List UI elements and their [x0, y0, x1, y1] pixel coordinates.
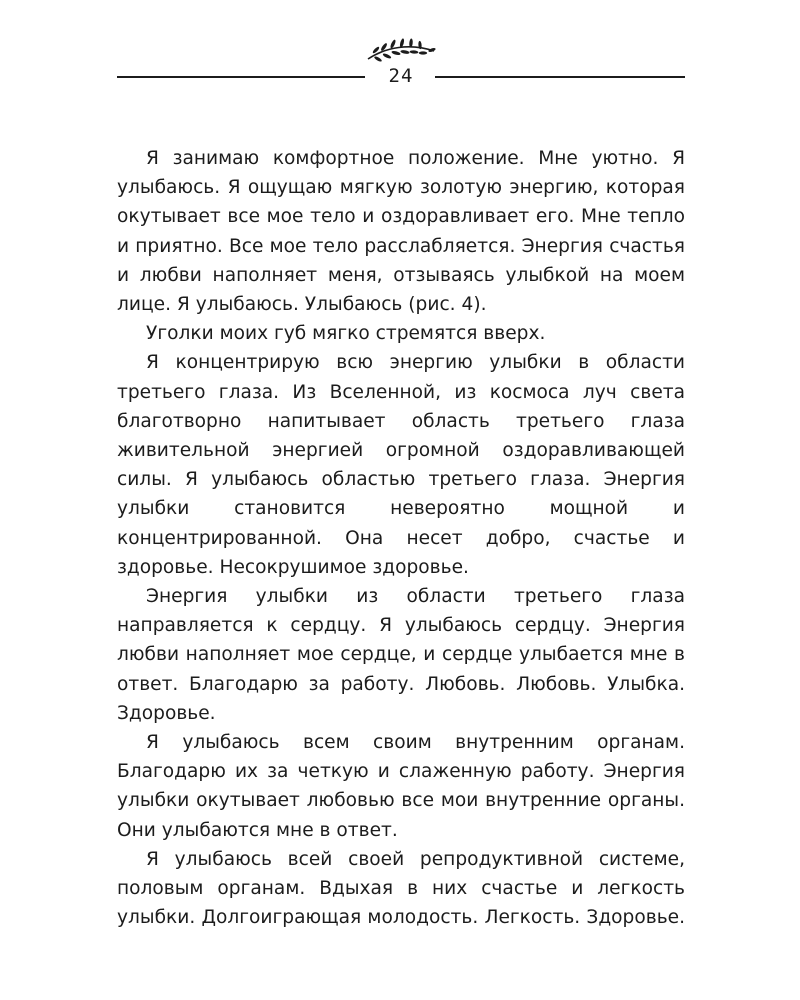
- paragraph: Я концентрирую всю энергию улыбки в области третьего глаза. Из Вселенной, из космоса луч света благотворно напитывает область третьего глаза живительной энергией огромной оздоравливающей силы. Я улыбаюсь областью третьего глаза. Энергия улыбки становится невероятно мощной и концентрированной. Она несет добро, счастье и здоровье. Несокрушимое здоровье.: [117, 352, 685, 578]
- paragraph: Я занимаю комфортное положение. Мне уютно. Я улыбаюсь. Я ощущаю мягкую золотую энергию, которая окутывает все мое тело и оздоравливает его. Мне тепло и приятно. Все мое тело расслабляется. Энергия счастья и любви наполняет меня, отзываясь улыбкой на моем лице. Я улыбаюсь. Улыбаюсь (рис. 4).: [117, 148, 685, 316]
- paragraph: Я улыбаюсь всем своим внутренним органам. Благодарю их за четкую и слаженную работу. Энергия улыбки окутывает любовью все мои внутренние органы. Они улыбаются мне в ответ.: [117, 732, 685, 841]
- leaf-sprig-icon: [364, 38, 438, 64]
- header-rule-left: [117, 76, 365, 78]
- body-text: [117, 144, 685, 932]
- paragraph: Энергия улыбки из области третьего глаза направляется к сердцу. Я улыбаюсь сердцу. Энергия любви наполняет мое сердце, и сердце улыбается мне в ответ. Благодарю за работу. Любовь. Любовь. Улыбка. Здоровье.: [117, 586, 685, 724]
- header-rule-right: [435, 76, 685, 78]
- page-header: [117, 38, 685, 98]
- paragraph: Уголки моих губ мягко стремятся вверх.: [146, 323, 546, 345]
- paragraph: Я улыбаюсь всей своей репродуктивной системе, половым органам. Вдыхая в них счастье и легкость улыбки. Долгоиграющая молодость. Легкость. Здоровье.: [117, 848, 685, 929]
- page-number: 24: [388, 65, 414, 87]
